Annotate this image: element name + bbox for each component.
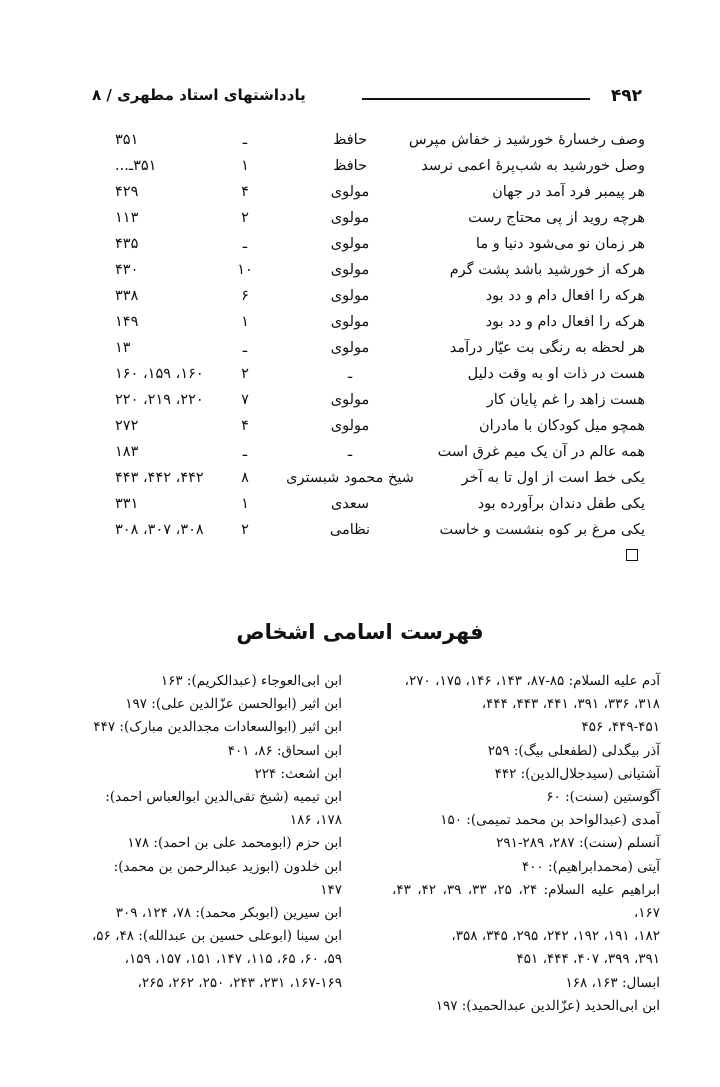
index-entry: ابسال: ۱۶۳، ۱۶۸	[565, 974, 660, 991]
verse-poet: مولوی	[330, 418, 370, 434]
index-entry: ۱۶۷-۱۶۹، ۲۳۱، ۲۴۳، ۲۵۰، ۲۶۲، ۲۶۵،	[137, 974, 342, 991]
index-entry: آیتی (محمدابراهیم): ۴۰۰	[522, 858, 660, 875]
verse-book: ۸	[241, 470, 249, 486]
page-header	[92, 86, 642, 112]
verse-poet: مولوی	[330, 288, 370, 304]
verse-book: ۶	[241, 288, 249, 304]
verse-book: ـ	[242, 236, 248, 252]
section-end-square-icon	[626, 549, 638, 561]
verse-pages: ۲۷۲	[115, 418, 139, 434]
table-row	[115, 156, 645, 182]
verse-book: ۷	[241, 392, 249, 408]
verse-poet: مولوی	[330, 314, 370, 330]
index-entry: ابن سیرین (ابوبکر محمد): ۷۸، ۱۲۴، ۳۰۹	[115, 905, 342, 922]
verse-pages: ۴۴۲، ۴۴۲، ۴۴۳	[115, 470, 204, 486]
verse-poet: مولوی	[330, 340, 370, 356]
table-row	[115, 494, 645, 520]
verse-book: ۴	[241, 184, 249, 200]
verse-book: ۱۰	[237, 262, 253, 278]
index-entry: ۳۱۸، ۳۳۶، ۳۹۱، ۴۴۱، ۴۴۳، ۴۴۴،	[481, 696, 660, 713]
verse-text: هست زاهد را غم پایان کار	[486, 392, 645, 408]
index-entry: ابن اثیر (ابوالحسن عزّالدین علی): ۱۹۷	[125, 696, 342, 713]
verse-text: وصل خورشید به شب‌پرهٔ اعمی نرسد	[421, 158, 645, 174]
verse-text: هر زمان نو می‌شود دنیا و ما	[475, 236, 645, 252]
table-row	[115, 312, 645, 338]
verse-text: یکی مرغ بر کوه بنشست و خاست	[439, 522, 645, 538]
verse-index-table	[115, 130, 645, 546]
header-rule	[362, 98, 590, 100]
index-entry: ابن خلدون (ابوزید عبدالرحمن بن محمد):	[113, 858, 342, 875]
index-entry: ۱۷۸، ۱۸۶	[289, 812, 342, 829]
verse-pages: ۳۵۱	[115, 132, 139, 148]
verse-text: هست در ذات او به وقت دلیل	[467, 366, 645, 382]
table-row	[115, 234, 645, 260]
table-row	[115, 416, 645, 442]
verse-book: ۲	[241, 366, 249, 382]
index-entry: آگوستین (سنت): ۶۰	[546, 789, 660, 806]
index-entry: آنسلم (سنت): ۲۸۷، ۲۸۹-۲۹۱	[496, 835, 660, 852]
index-entry: ۳۹۱، ۳۹۹، ۴۰۷، ۴۴۴، ۴۵۱	[516, 951, 660, 968]
index-entry: ابن اشعث: ۲۲۴	[254, 765, 342, 782]
verse-pages: ۴۳۰	[115, 262, 139, 278]
index-entry: ابن حزم (ابومحمد علی بن احمد): ۱۷۸	[127, 835, 342, 852]
verse-book: ۱	[241, 158, 249, 174]
verse-pages: ۱۶۰، ۱۵۹، ۱۶۰	[115, 366, 204, 382]
verse-poet: حافظ	[332, 132, 368, 148]
table-row	[115, 364, 645, 390]
verse-text: هرکه از خورشید باشد پشت گرم	[449, 262, 645, 278]
index-entry: ۴۴۹-۴۵۱، ۴۵۶	[581, 719, 660, 736]
verse-poet: حافظ	[332, 158, 368, 174]
verse-poet: نظامی	[329, 522, 371, 538]
verse-poet: مولوی	[330, 184, 370, 200]
table-row	[115, 208, 645, 234]
index-entry: آذر بیگدلی (لطفعلی بیگ): ۲۵۹	[487, 742, 660, 759]
verse-text: همه عالم در آن یک میم غرق است	[437, 444, 645, 460]
verse-text: یکی خط است از اول تا به آخر	[461, 470, 645, 486]
verse-book: ـ	[242, 132, 248, 148]
verse-text: هر لحظه به رنگی بت عیّار درآمد	[449, 340, 645, 356]
index-entry: ابن سینا (ابوعلی حسین بن عبدالله): ۴۸، ۵۶،	[91, 928, 342, 945]
index-entry: ابن اثیر (ابوالسعادات مجدالدین مبارک): ۴۴۷	[93, 719, 342, 736]
page-number: ۴۹۲	[610, 86, 642, 106]
verse-poet: ـ	[347, 366, 353, 382]
index-entry: ابن تیمیه (شیخ تقی‌الدین ابوالعباس احمد):	[105, 789, 342, 806]
verse-book: ۲	[241, 210, 249, 226]
table-row	[115, 520, 645, 546]
verse-text: هرچه روید از پی محتاج رست	[468, 210, 645, 226]
index-entry: آمدی (عبدالواحد بن محمد تمیمی): ۱۵۰	[440, 812, 660, 829]
index-entry: ابن اسحاق: ۸۶، ۴۰۱	[227, 742, 342, 759]
verse-pages: ۴۲۹	[115, 184, 139, 200]
index-entry: ۱۸۲، ۱۹۱، ۱۹۲، ۲۴۲، ۲۹۵، ۳۴۵، ۳۵۸،	[451, 928, 660, 945]
table-row	[115, 182, 645, 208]
index-entry: ابن ابی‌الحدید (عزّالدین عبدالحمید): ۱۹۷	[435, 997, 660, 1014]
verse-pages: ۱۸۳	[115, 444, 139, 460]
table-row	[115, 468, 645, 494]
verse-poet: شیخ محمود شبستری	[286, 470, 414, 486]
verse-pages: ۳۰۸، ۳۰۷، ۳۰۸	[115, 522, 204, 538]
table-row	[115, 130, 645, 156]
verse-book: ۴	[241, 418, 249, 434]
verse-text: وصف رخسارهٔ خورشید ز خفاش مپرس	[408, 132, 645, 148]
index-entry: آدم علیه السلام: ۸۵-۸۷، ۱۴۳، ۱۴۶، ۱۷۵، ۲۷۰،	[404, 673, 660, 689]
verse-text: یکی طفل دندان برآورده بود	[477, 496, 645, 512]
table-row	[115, 260, 645, 286]
verse-book: ۲	[241, 522, 249, 538]
verse-text: هر پیمبر فرد آمد در جهان	[492, 184, 645, 200]
table-row	[115, 442, 645, 468]
verse-pages: ۱۱۳	[115, 210, 139, 226]
verse-poet: مولوی	[330, 236, 370, 252]
verse-poet: مولوی	[330, 262, 370, 278]
section-title: فهرست اسامی اشخاص	[236, 620, 484, 644]
verse-pages: ۱۴۹	[115, 314, 139, 330]
verse-book: ـ	[242, 340, 248, 356]
verse-pages: ۳۵۱ـ...	[115, 158, 157, 174]
index-column-left	[74, 670, 342, 995]
table-row	[115, 390, 645, 416]
index-entry: ابراهیم علیه السلام: ۲۴، ۲۵، ۳۳، ۳۹، ۴۲، ۴۳، ۱۶۷،	[392, 881, 660, 922]
verse-book: ۱	[241, 314, 249, 330]
table-row	[115, 286, 645, 312]
verse-poet: ـ	[347, 444, 353, 460]
index-column-right	[392, 670, 660, 1018]
verse-poet: مولوی	[330, 210, 370, 226]
table-row	[115, 338, 645, 364]
verse-poet: سعدی	[330, 496, 370, 512]
verse-text: همچو میل کودکان با مادران	[478, 418, 645, 434]
running-title: یادداشتهای استاد مطهری / ۸	[92, 86, 306, 104]
verse-book: ـ	[242, 444, 248, 460]
verse-pages: ۲۲۰، ۲۱۹، ۲۲۰	[115, 392, 204, 408]
verse-book: ۱	[241, 496, 249, 512]
index-entry: ۱۴۷	[320, 881, 342, 898]
index-entry: آشتیانی (سیدجلال‌الدین): ۴۴۲	[494, 765, 660, 782]
verse-pages: ۳۳۱	[115, 496, 139, 512]
verse-text: هرکه را افعال دام و دد بود	[485, 314, 645, 330]
verse-pages: ۴۳۵	[115, 236, 139, 252]
index-entry: ۵۹، ۶۰، ۶۵، ۱۱۵، ۱۴۷، ۱۵۱، ۱۵۷، ۱۵۹،	[124, 951, 342, 968]
index-entry: ابن ابی‌العوجاء (عبدالکریم): ۱۶۳	[160, 673, 342, 689]
verse-text: هرکه را افعال دام و دد بود	[485, 288, 645, 304]
verse-pages: ۱۳	[115, 340, 131, 356]
verse-pages: ۳۳۸	[115, 288, 139, 304]
verse-poet: مولوی	[330, 392, 370, 408]
